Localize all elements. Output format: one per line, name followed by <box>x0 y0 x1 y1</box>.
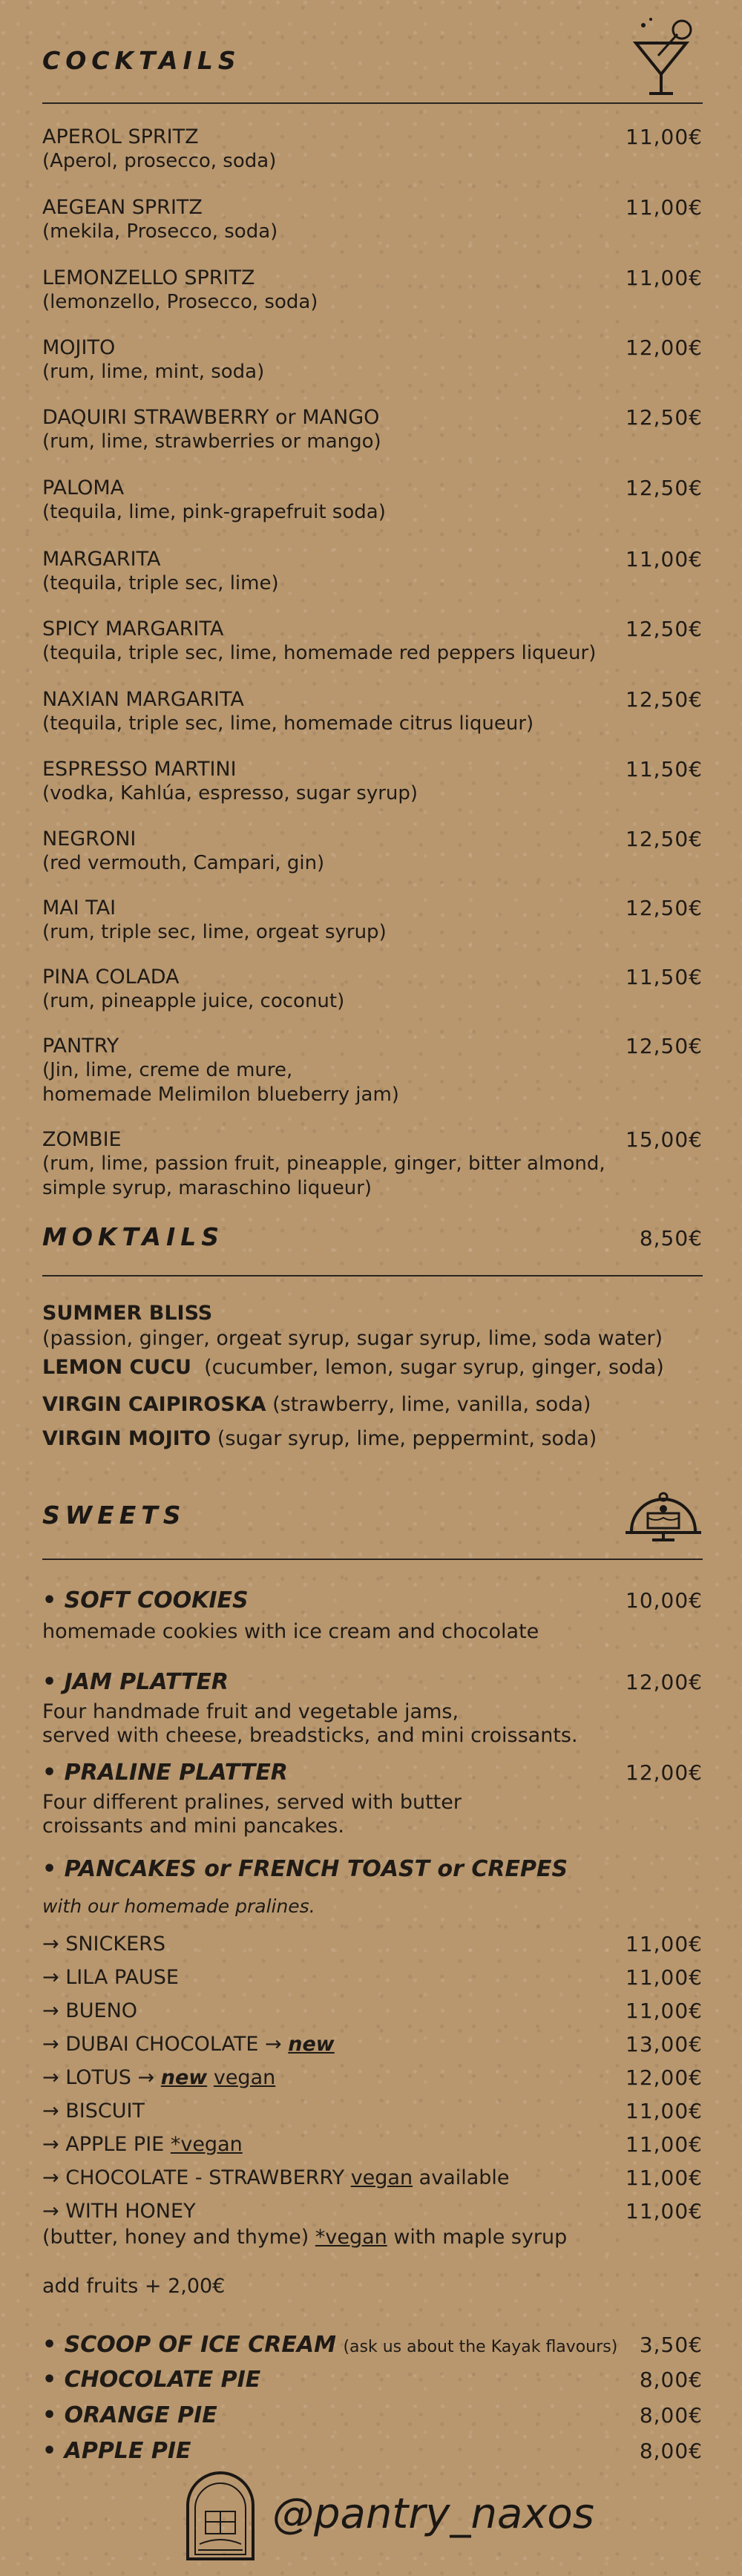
item-price: 12,50€ <box>626 827 703 851</box>
item-desc: (passion, ginger, orgeat syrup, sugar syrup, lime, soda water) <box>42 1327 663 1350</box>
item-name: ESPRESSO MARTINI <box>42 758 237 781</box>
item-name: PALOMA <box>42 476 125 499</box>
moktail-item <box>42 1426 703 1452</box>
option-price: 12,00€ <box>626 2065 703 2090</box>
item-note: (ask us about the Kayak flavours) <box>343 2338 618 2356</box>
add-fruits: add fruits + 2,00€ <box>42 2275 226 2298</box>
item-desc: (vodka, Kahlúa, espresso, sugar syrup) <box>42 782 418 804</box>
cocktail-item <box>42 547 703 596</box>
item-desc: (rum, lime, strawberries or mango) <box>42 430 381 453</box>
item-name: PANTRY <box>42 1035 119 1058</box>
item-desc: Four different pralines, served with butter <box>42 1791 462 1814</box>
item-price: 8,00€ <box>639 2403 703 2428</box>
item-name: • CHOCOLATE PIE <box>42 2367 261 2393</box>
sweets-item <box>42 1670 703 1695</box>
item-price: 8,00€ <box>639 2367 703 2392</box>
option-name: BUENO <box>65 1999 138 2022</box>
item-name: DAQUIRI STRAWBERRY or MANGO <box>42 406 380 429</box>
instagram-handle[interactable]: @pantry_naxos <box>272 2490 594 2538</box>
sweets-item <box>42 2403 703 2428</box>
item-desc-line2: homemade Melimilon blueberry jam) <box>42 1084 399 1106</box>
option-price: 11,00€ <box>626 2166 703 2190</box>
cocktail-glass-icon <box>628 15 695 96</box>
arrow-icon: → <box>42 2200 59 2223</box>
sweets-item <box>42 1857 703 1882</box>
moktail-item <box>42 1355 703 1380</box>
item-price: 15,00€ <box>626 1127 703 1152</box>
item-desc: (lemonzello, Prosecco, soda) <box>42 291 318 313</box>
item-desc: (rum, triple sec, lime, orgeat syrup) <box>42 921 387 943</box>
option-row <box>42 2032 703 2057</box>
option-price: 11,00€ <box>626 2132 703 2157</box>
item-desc: (rum, lime, passion fruit, pineapple, ginger, bitter almond, <box>42 1153 605 1175</box>
item-name: LEMONZELLO SPRITZ <box>42 266 255 289</box>
item-name: • PANCAKES or FRENCH TOAST or CREPES <box>42 1856 568 1882</box>
option-name: APPLE PIE <box>65 2133 165 2156</box>
item-name: AEGEAN SPRITZ <box>42 196 203 219</box>
item-price: 12,50€ <box>626 896 703 920</box>
option-name: CHOCOLATE - STRAWBERRY <box>65 2166 345 2189</box>
honey-note <box>42 2225 703 2250</box>
cocktail-item <box>42 335 703 384</box>
vegan-note: *vegan <box>315 2226 387 2249</box>
cocktail-item <box>42 195 703 244</box>
moktails-price: 8,50€ <box>639 1226 703 1251</box>
item-name: NEGRONI <box>42 827 137 851</box>
item-name: SUMMER BLISS <box>42 1302 213 1325</box>
pantry-logo-icon <box>183 2470 257 2563</box>
cocktail-item <box>42 965 703 1014</box>
option-name: DUBAI CHOCOLATE <box>65 2033 259 2056</box>
option-row <box>42 1965 703 1990</box>
item-name: VIRGIN MOJITO <box>42 1427 211 1450</box>
item-desc: (Aperol, prosecco, soda) <box>42 150 277 172</box>
item-name: NAXIAN MARGARITA <box>42 688 244 711</box>
arrow-icon: → <box>265 2033 282 2056</box>
vegan-note: *vegan <box>170 2133 243 2156</box>
option-row <box>42 1932 703 1957</box>
item-desc: (tequila, triple sec, lime) <box>42 572 279 594</box>
sweets-item <box>42 2439 703 2464</box>
item-price: 11,00€ <box>626 266 703 290</box>
vegan-note: vegan <box>213 2066 276 2089</box>
item-desc: (tequila, triple sec, lime, homemade citrus liqueur) <box>42 712 534 735</box>
cocktail-item <box>42 266 703 315</box>
item-desc: Four handmade fruit and vegetable jams, <box>42 1700 459 1723</box>
item-price: 12,50€ <box>626 405 703 430</box>
item-price: 12,50€ <box>626 1034 703 1058</box>
option-row <box>42 2199 703 2224</box>
cocktail-item <box>42 687 703 736</box>
option-row <box>42 2099 703 2124</box>
item-name: • JAM PLATTER <box>42 1669 229 1695</box>
cocktails-rule <box>42 102 703 104</box>
item-desc: (tequila, triple sec, lime, homemade red peppers liqueur) <box>42 642 597 664</box>
moktails-title: MOKTAILS <box>42 1222 225 1251</box>
item-name: • APPLE PIE <box>42 2438 191 2464</box>
item-desc: (rum, pineapple juice, coconut) <box>42 990 345 1012</box>
item-desc: (sugar syrup, lime, peppermint, soda) <box>217 1427 597 1450</box>
item-desc-line2: simple syrup, maraschino liqueur) <box>42 1177 372 1199</box>
moktails-rule <box>42 1275 703 1276</box>
item-name: • SOFT COOKIES <box>42 1587 249 1613</box>
honey-note-tail: with maple syrup <box>393 2226 568 2249</box>
sweets-item <box>42 1588 703 1613</box>
cake-dome-icon <box>623 1466 704 1547</box>
item-price: 8,00€ <box>639 2439 703 2463</box>
item-price: 10,00€ <box>626 1588 703 1613</box>
option-price: 11,00€ <box>626 1932 703 1956</box>
option-price: 11,00€ <box>626 1999 703 2023</box>
item-name: MARGARITA <box>42 548 161 571</box>
item-name: APEROL SPRITZ <box>42 125 199 148</box>
sweets-title: SWEETS <box>42 1501 186 1530</box>
item-name: • ORANGE PIE <box>42 2402 217 2428</box>
new-badge: new <box>160 2066 208 2089</box>
arrow-icon: → <box>42 2066 59 2089</box>
cocktail-item <box>42 757 703 806</box>
arrow-icon: → <box>42 1999 59 2022</box>
item-name: MAI TAI <box>42 897 116 920</box>
item-price: 12,00€ <box>626 1760 703 1785</box>
item-price: 3,50€ <box>639 2333 703 2357</box>
sweets-item <box>42 2367 703 2393</box>
sweets-rule <box>42 1559 703 1560</box>
cocktail-item <box>42 476 703 525</box>
cocktails-title: COCKTAILS <box>42 46 241 75</box>
sweets-item <box>42 1760 703 1786</box>
arrow-icon: → <box>42 2033 59 2056</box>
option-name: SNICKERS <box>65 1933 166 1956</box>
new-badge: new <box>288 2033 335 2056</box>
item-desc-line2: croissants and mini pancakes. <box>42 1815 344 1838</box>
option-price: 11,00€ <box>626 2099 703 2123</box>
item-name: MOJITO <box>42 336 116 359</box>
item-name: ZOMBIE <box>42 1128 122 1151</box>
item-desc: (red vermouth, Campari, gin) <box>42 852 325 874</box>
item-desc: homemade cookies with ice cream and chocolate <box>42 1620 539 1643</box>
item-name: LEMON CUCU <box>42 1356 191 1379</box>
item-desc: (rum, lime, mint, soda) <box>42 361 265 383</box>
cocktail-item <box>42 405 703 454</box>
option-row <box>42 2132 703 2157</box>
cocktail-item <box>42 827 703 876</box>
item-price: 11,50€ <box>626 757 703 781</box>
item-desc: (cucumber, lemon, sugar syrup, ginger, soda) <box>204 1356 664 1379</box>
arrow-icon: → <box>42 2166 59 2189</box>
item-name: PINA COLADA <box>42 966 180 989</box>
arrow-icon: → <box>42 1966 59 1989</box>
item-name: VIRGIN CAIPIROSKA <box>42 1393 266 1416</box>
option-price: 11,00€ <box>626 1965 703 1990</box>
item-price: 12,00€ <box>626 335 703 360</box>
item-desc: (Jin, lime, creme de mure, <box>42 1059 293 1081</box>
arrow-icon: → <box>42 1933 59 1956</box>
sweets-item <box>42 2333 703 2360</box>
item-name: SPICY MARGARITA <box>42 617 224 640</box>
item-desc: (tequila, lime, pink-grapefruit soda) <box>42 501 386 523</box>
item-price: 11,00€ <box>626 125 703 149</box>
vegan-note: vegan <box>350 2166 413 2189</box>
cocktail-item <box>42 617 703 666</box>
item-name: • SCOOP OF ICE CREAM <box>42 2332 336 2358</box>
option-row <box>42 2166 703 2191</box>
item-price: 12,50€ <box>626 687 703 712</box>
option-row <box>42 1999 703 2024</box>
cocktail-item <box>42 896 703 945</box>
arrow-icon: → <box>42 2100 59 2123</box>
item-price: 12,50€ <box>626 617 703 641</box>
item-desc-line2: served with cheese, breadsticks, and mini croissants. <box>42 1724 578 1747</box>
item-price: 12,00€ <box>626 1670 703 1694</box>
option-name: LILA PAUSE <box>65 1966 179 1989</box>
item-price: 11,50€ <box>626 965 703 989</box>
arrow-icon: → <box>137 2066 155 2089</box>
option-row <box>42 2065 703 2091</box>
moktail-item <box>42 1392 703 1418</box>
honey-note-text: (butter, honey and thyme) <box>42 2226 309 2249</box>
cocktail-item <box>42 1034 703 1107</box>
item-desc: (mekila, Prosecco, soda) <box>42 220 278 243</box>
item-price: 12,50€ <box>626 476 703 500</box>
item-name: • PRALINE PLATTER <box>42 1760 288 1786</box>
option-name: LOTUS <box>65 2066 131 2089</box>
item-desc: with our homemade pralines. <box>42 1895 315 1917</box>
item-desc: (strawberry, lime, vanilla, soda) <box>272 1393 591 1416</box>
available-note: available <box>418 2166 510 2189</box>
item-price: 11,00€ <box>626 195 703 220</box>
cocktail-item <box>42 1127 703 1201</box>
option-name: BISCUIT <box>65 2100 145 2123</box>
option-price: 13,00€ <box>626 2032 703 2056</box>
option-price: 11,00€ <box>626 2199 703 2223</box>
arrow-icon: → <box>42 2133 59 2156</box>
item-price: 11,00€ <box>626 547 703 571</box>
moktail-item <box>42 1301 703 1351</box>
cocktail-item <box>42 125 703 174</box>
option-name: WITH HONEY <box>65 2200 196 2223</box>
